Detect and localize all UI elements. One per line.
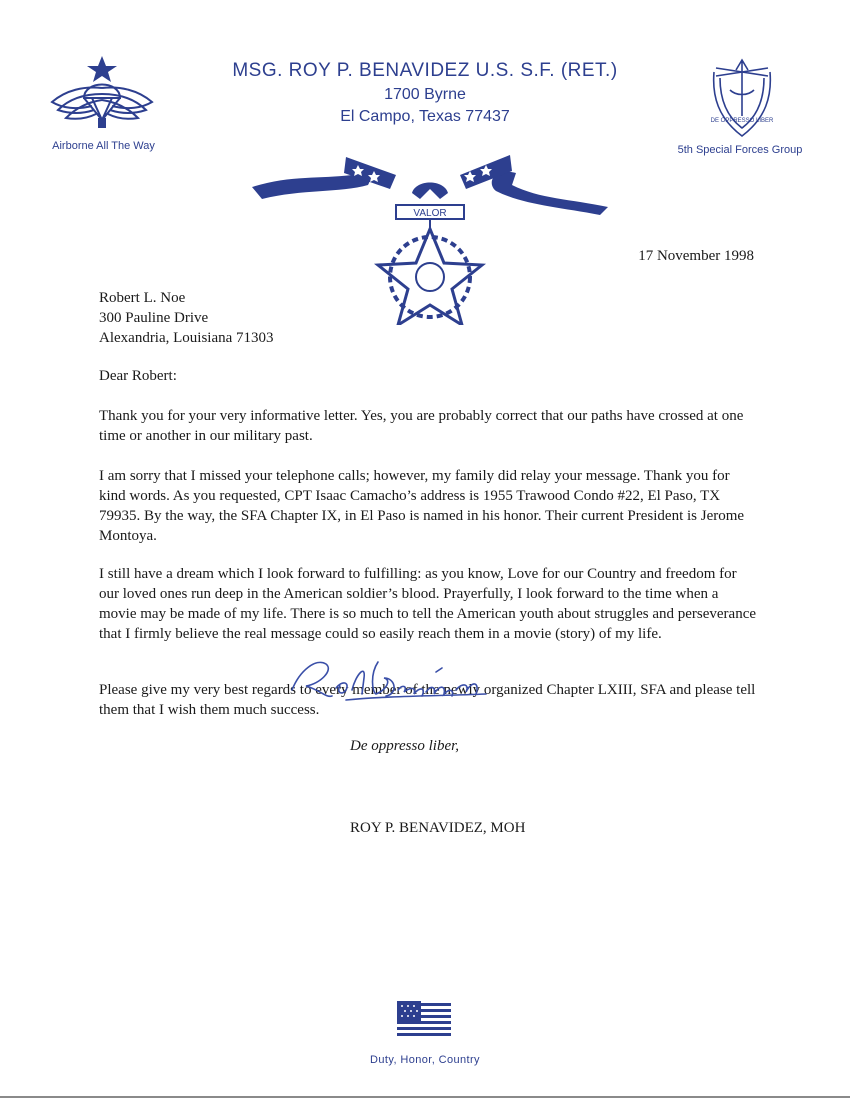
salutation: Dear Robert: xyxy=(99,368,177,384)
footer-motto: Duty, Honor, Country xyxy=(370,1054,480,1066)
body-paragraph: I am sorry that I missed your telephone calls; however, my family did relay your message. Thank you for kind words. As you requested, CPT Isaac Camacho’s address is 1955 Trawood Condo #22, El Paso, TX 79935. By the way, the SFA Chapter IX, in El Paso is named in his honor. Their current President is Jerome Montoya. xyxy=(99,468,745,544)
recipient-city: Alexandria, Louisiana 71303 xyxy=(99,330,274,346)
handwritten-signature xyxy=(286,650,506,710)
sf-caption: 5th Special Forces Group xyxy=(677,144,803,156)
signer-name: ROY P. BENAVIDEZ, MOH xyxy=(350,820,526,836)
letterhead-name: MSG. ROY P. BENAVIDEZ U.S. S.F. (RET.) xyxy=(232,60,618,81)
closing: De oppresso liber, xyxy=(350,738,460,754)
medal-of-honor-icon xyxy=(250,145,610,325)
letterhead-street: 1700 Byrne xyxy=(384,86,466,103)
american-flag-icon xyxy=(395,999,453,1041)
recipient-street: 300 Pauline Drive xyxy=(99,310,209,326)
special-forces-crest-icon xyxy=(702,56,782,140)
recipient-address xyxy=(99,288,274,348)
letterhead-city: El Campo, Texas 77437 xyxy=(340,108,510,125)
letter-date: 17 November 1998 xyxy=(638,248,754,264)
recipient-name: Robert L. Noe xyxy=(99,290,186,306)
medal-inscription: VALOR xyxy=(413,208,447,219)
airborne-caption: Airborne All The Way xyxy=(52,140,155,152)
body-paragraph: Please give my very best regards to every member of the newly organized Chapter LXIII, SFA and please tell them that I wish them much success. xyxy=(99,682,756,718)
parachutist-badge-icon xyxy=(44,50,160,136)
crest-motto: DE OPPRESSO LIBER xyxy=(710,118,774,124)
body-paragraph: Thank you for your very informative letter. Yes, you are probably correct that our paths have crossed at one time or another in our military past. xyxy=(99,408,744,444)
body-paragraph: I still have a dream which I look forward to fulfilling: as you know, Love for our Country and freedom for our loved ones run deep in the American soldier’s blood. Prayerfully, I look forward to the time when a movie may be made of my life. There is so much to tell the American youth about struggles and perseverance that I firmly believe the real message could so easily reach them in a movie (story) of my life. xyxy=(99,566,757,642)
page-edge-divider xyxy=(0,1096,850,1098)
